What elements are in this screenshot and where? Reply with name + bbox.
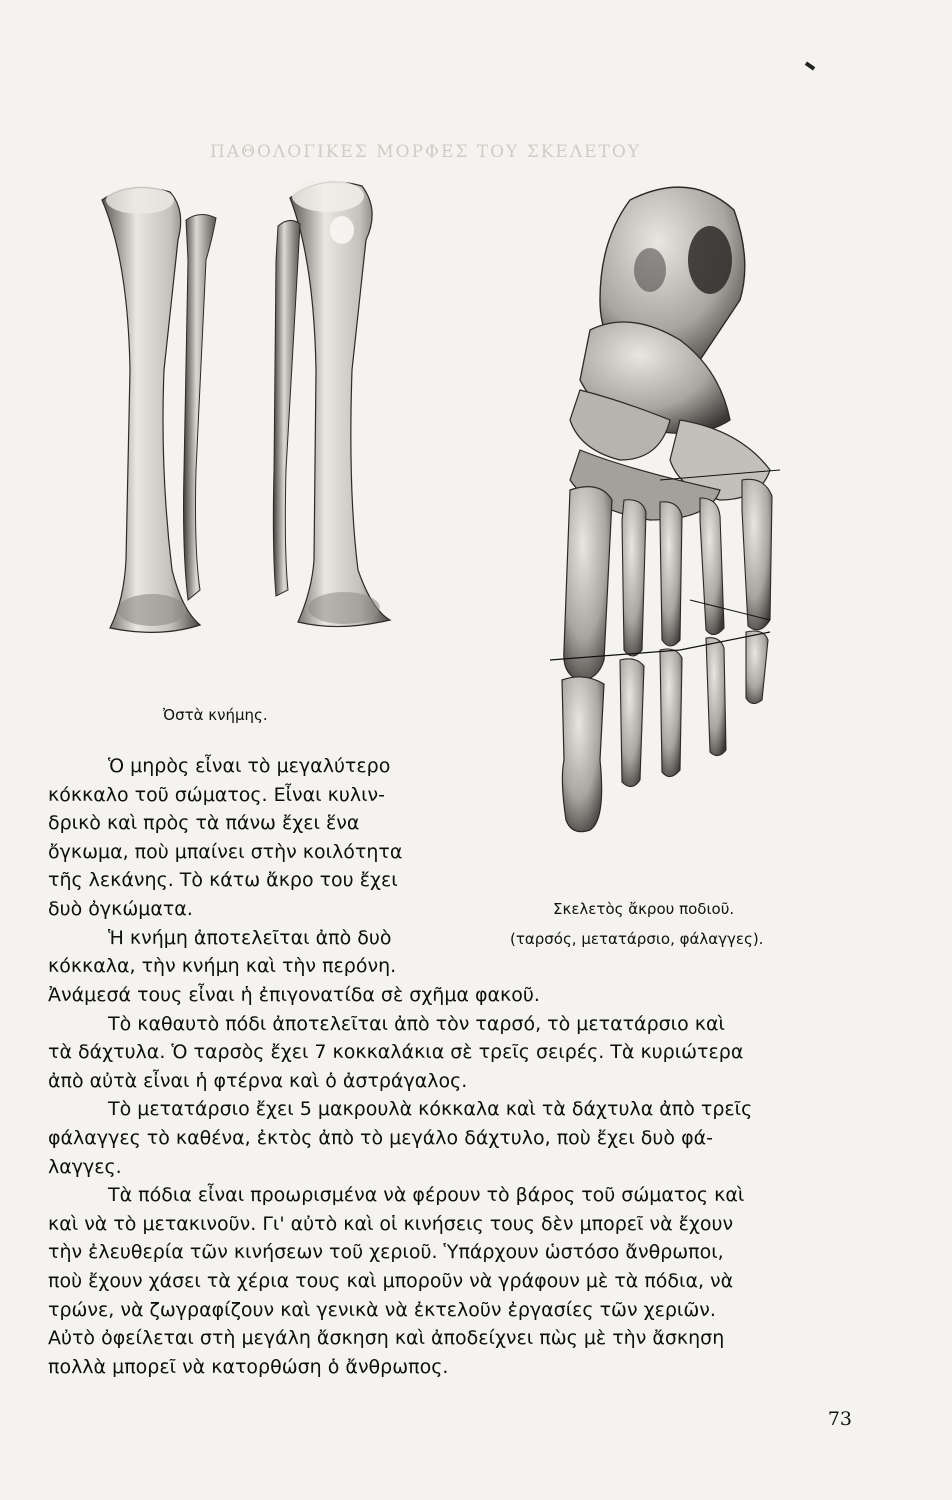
text-line: ὄγκωμα, ποὺ μπαίνει στὴν κοιλότητα <box>48 840 403 863</box>
toe-2 <box>620 659 644 787</box>
text-line: τὴν ἐλευθερία τῶν κινήσεων τοῦ χεριοῦ. Ὑπάρχουν ὡστόσο ἄνθρωποι, <box>48 1241 724 1264</box>
main-text <box>48 981 752 1381</box>
text-line: τὰ δάχτυλα. Ὁ ταρσὸς ἔχει 7 κοκκαλάκια σὲ τρεῖς σειρές. Τὰ κυριώτερα <box>48 1041 744 1064</box>
toe-4 <box>706 638 726 756</box>
text-line: τῆς λεκάνης. Τὸ κάτω ἄκρο του ἔχει <box>48 869 398 892</box>
metatarsal-2 <box>622 500 646 656</box>
text-line: καὶ νὰ τὸ μετακινοῦν. Γι' αὐτὸ καὶ οἱ κινήσεις τους δὲν μπορεῖ νὰ ἔχουν <box>48 1212 734 1235</box>
text-line: Αὐτὸ ὀφείλεται στὴ μεγάλη ἄσκηση καὶ ἀποδείχνει πὼς μὲ τὴν ἄσκηση <box>48 1327 725 1350</box>
metatarsal-3 <box>660 502 682 646</box>
metatarsal-4 <box>700 498 724 635</box>
text-line: κόκκαλα, τὴν κνήμη καὶ τὴν περόνη. <box>48 955 397 978</box>
fibula-left <box>184 214 217 600</box>
tibia-right <box>290 182 390 627</box>
metatarsal-1 <box>564 487 612 680</box>
ink-speck <box>805 61 815 70</box>
left-column-text <box>48 752 402 981</box>
metatarsal-5 <box>742 479 772 630</box>
hallux-phalanges <box>562 677 604 832</box>
text-line: λαγγες. <box>48 1155 122 1178</box>
fibula-right <box>273 220 300 596</box>
text-line: τρώνε, νὰ ζωγραφίζουν καὶ γενικὰ νὰ ἐκτελοῦν ἐργασίες τῶν χεριῶν. <box>48 1298 716 1321</box>
page-number: 73 <box>827 1408 852 1430</box>
bleed-through-title: ΠΑΘΟΛΟΓΙΚΕΣ ΜΟΡΦΕΣ ΤΟΥ ΣΚΕΛΕΤΟΥ <box>210 142 642 162</box>
toe-5 <box>746 631 768 704</box>
foot-skeleton-figure <box>520 180 820 860</box>
text-line: πολλὰ μπορεῖ νὰ κατορθώση ὁ ἄνθρωπος. <box>48 1355 449 1378</box>
text-line: Τὰ πόδια εἶναι προωρισμένα νὰ φέρουν τὸ βάρος τοῦ σώματος καὶ <box>108 1184 745 1207</box>
text-line: φάλαγγες τὸ καθένα, ἐκτὸς ἀπὸ τὸ μεγάλο δάχτυλο, ποὺ ἔχει δυὸ φά- <box>48 1126 713 1149</box>
text-line: Ἀνάμεσά τους εἶναι ἡ ἐπιγονατίδα σὲ σχῆμα φακοῦ. <box>48 984 540 1006</box>
text-line: Τὸ μετατάρσιο ἔχει 5 μακρουλὰ κόκκαλα καὶ τὰ δάχτυλα ἀπὸ τρεῖς <box>108 1098 753 1121</box>
toe-3 <box>660 649 682 777</box>
text-line: δυὸ ὀγκώματα. <box>48 897 193 920</box>
text-line: κόκκαλο τοῦ σώματος. Εἶναι κυλιν- <box>48 783 385 806</box>
foot-caption-subtitle: (ταρσός, μετατάρσιο, φάλαγγες). <box>510 930 764 948</box>
leg-bones-caption: Ὀστὰ κνήμης. <box>163 706 268 724</box>
leg-bones-figure <box>90 170 450 700</box>
text-line: Τὸ καθαυτὸ πόδι ἀποτελεῖται ἀπὸ τὸν ταρσό, τὸ μετατάρσιο καὶ <box>108 1012 725 1035</box>
text-line: Ὁ μηρὸς εἶναι τὸ μεγαλύτερο <box>108 755 391 777</box>
text-line: δρικὸ καὶ πρὸς τὰ πάνω ἔχει ἕνα <box>48 812 360 835</box>
foot-caption-title: Σκελετὸς ἄκρου ποδιοῦ. <box>553 900 735 918</box>
text-line: ἀπὸ αὐτὰ εἶναι ἡ φτέρνα καὶ ὁ ἀστράγαλος. <box>48 1069 468 1092</box>
text-line: ποὺ ἔχουν χάσει τὰ χέρια τους καὶ μποροῦν νὰ γράφουν μὲ τὰ πόδια, νὰ <box>48 1269 734 1292</box>
text-line: Ἡ κνήμη ἀποτελεῖται ἀπὸ δυὸ <box>108 926 392 949</box>
